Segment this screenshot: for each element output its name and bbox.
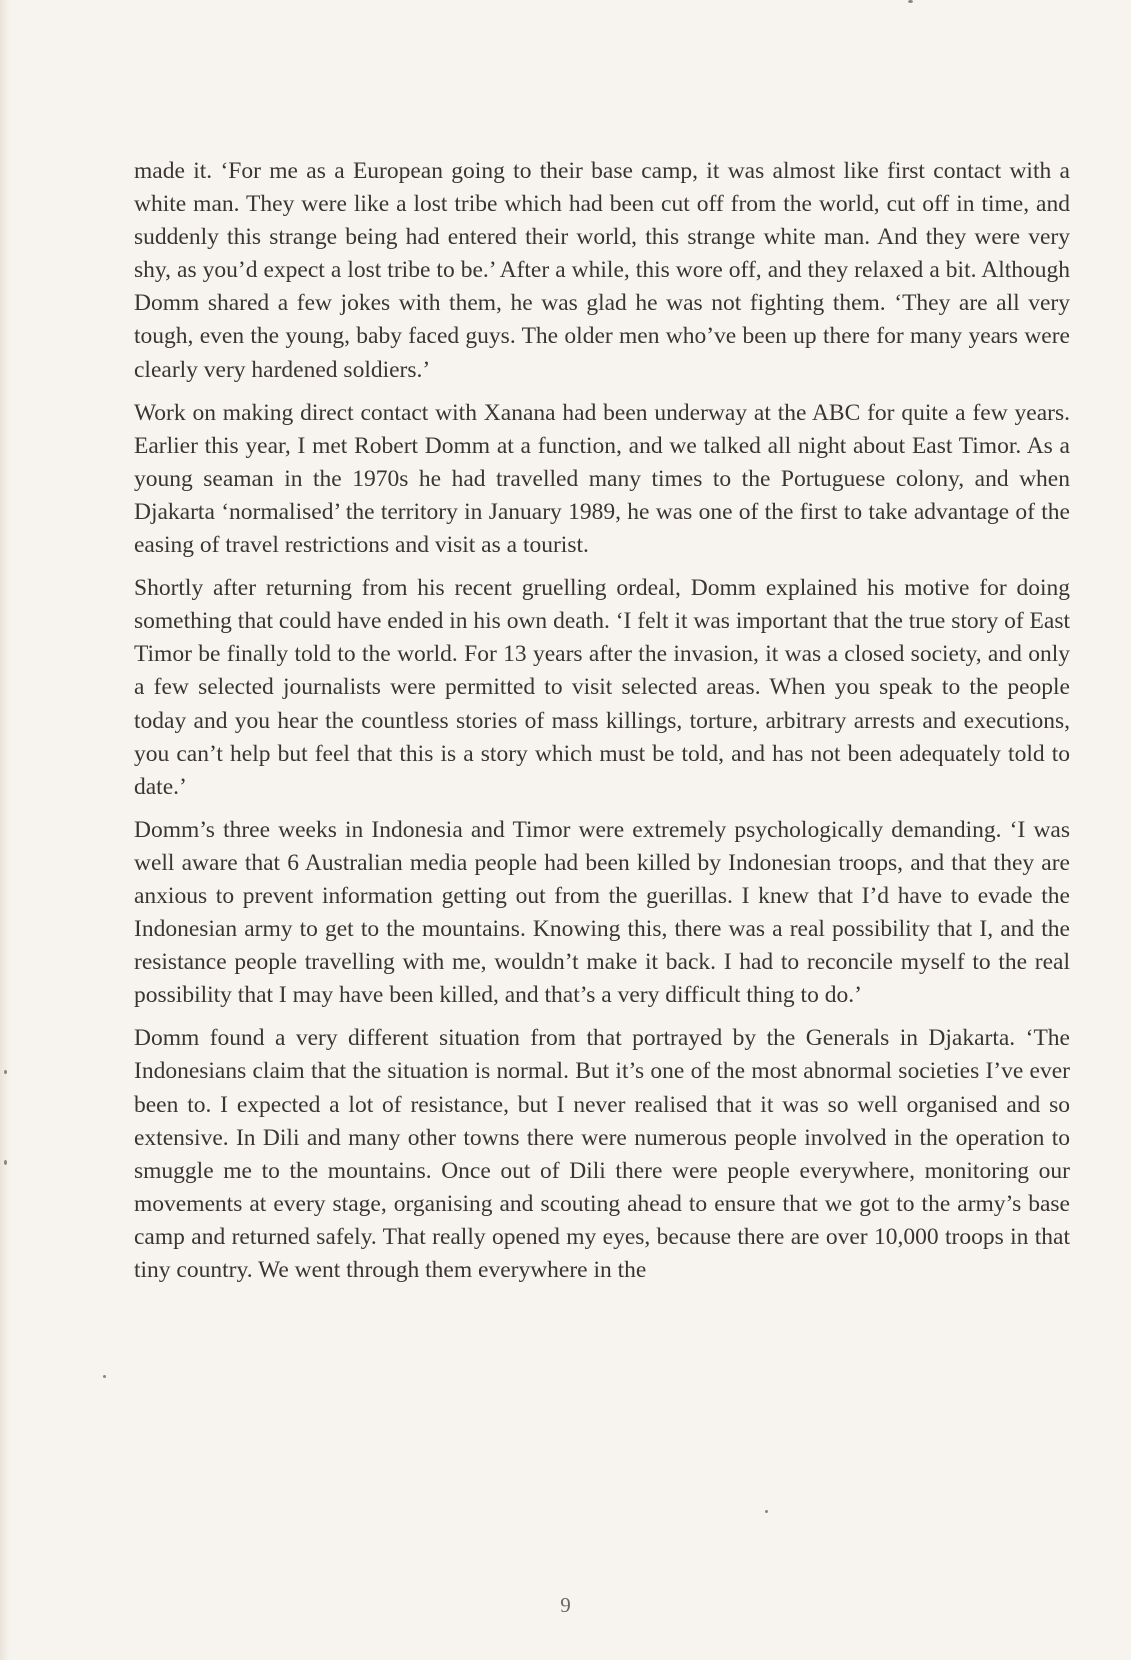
print-speck: [4, 1070, 7, 1074]
paragraph-5: Domm found a very different situation from that portrayed by the Generals in Djakarta. ‘The Indonesians claim that the situation is normal. But it’s one of the most abnormal societies I’ve ever been to. I expected a lot of resistance, but I never realised that it was so well organised and so extensive. In Dili and many other towns there were numerous people involved in the operation to smuggle me to the mountains. Once out of Dili there were people everywhere, monitoring our movements at every stage, organising and scouting ahead to ensure that we got to the army’s base camp and returned safely. That really opened my eyes, because there are over 10,000 troops in that tiny country. We went through them everywhere in the: [134, 1025, 1070, 1283]
print-speck: [908, 0, 913, 3]
paragraph-1: made it. ‘For me as a European going to their base camp, it was almost like first contact with a white man. They were like a lost tribe which had been cut off from the world, cut off in time, and suddenly this strange being had entered their world, this strange white man. And they were very shy, as you’d expect a lost tribe to be.’ After a while, this wore off, and they relaxed a bit. Although Domm shared a few jokes with them, he was glad he was not fighting them. ‘They are all very tough, even the young, baby faced guys. The older men who’ve been up there for many years were clearly very hardened soldiers.’: [134, 158, 1070, 383]
page-number: 9: [560, 1593, 571, 1617]
paragraph-3: Shortly after returning from his recent gruelling ordeal, Domm explained his motive for doing something that could have ended in his own death. ‘I felt it was important that the true story of East Timor be finally told to the world. For 13 years after the invasion, it was a closed society, and only a few selected journalists were permitted to visit selected areas. When you speak to the people today and you hear the countless stories of mass killings, torture, arbitrary arrests and executions, you can’t help but feel that this is a story which must be told, and has not been adequately told to date.’: [134, 575, 1070, 800]
body-text: [134, 155, 1070, 1297]
print-speck: [4, 1160, 7, 1165]
paragraph-2: Work on making direct contact with Xanana had been underway at the ABC for quite a few years. Earlier this year, I met Robert Domm at a function, and we talked all night about East Timor. As a young seaman in the 1970s he had travelled many times to the Portuguese colony, and when Djakarta ‘normalised’ the territory in January 1989, he was one of the first to take advantage of the easing of travel restrictions and visit as a tourist.: [134, 399, 1070, 559]
paragraph-4: Domm’s three weeks in Indonesia and Timor were extremely psychologically demanding. ‘I was well aware that 6 Australian media people had been killed by Indonesian troops, and that they are anxious to prevent information getting out from the guerillas. I knew that I’d have to evade the Indonesian army to get to the mountains. Knowing this, there was a real possibility that I, and the resistance people travelling with me, wouldn’t make it back. I had to reconcile myself to the real possibility that I may have been killed, and that’s a very difficult thing to do.’: [134, 816, 1070, 1009]
print-speck: [765, 1510, 768, 1513]
page-binding-edge: [0, 0, 10, 1660]
print-speck: [103, 1375, 106, 1378]
